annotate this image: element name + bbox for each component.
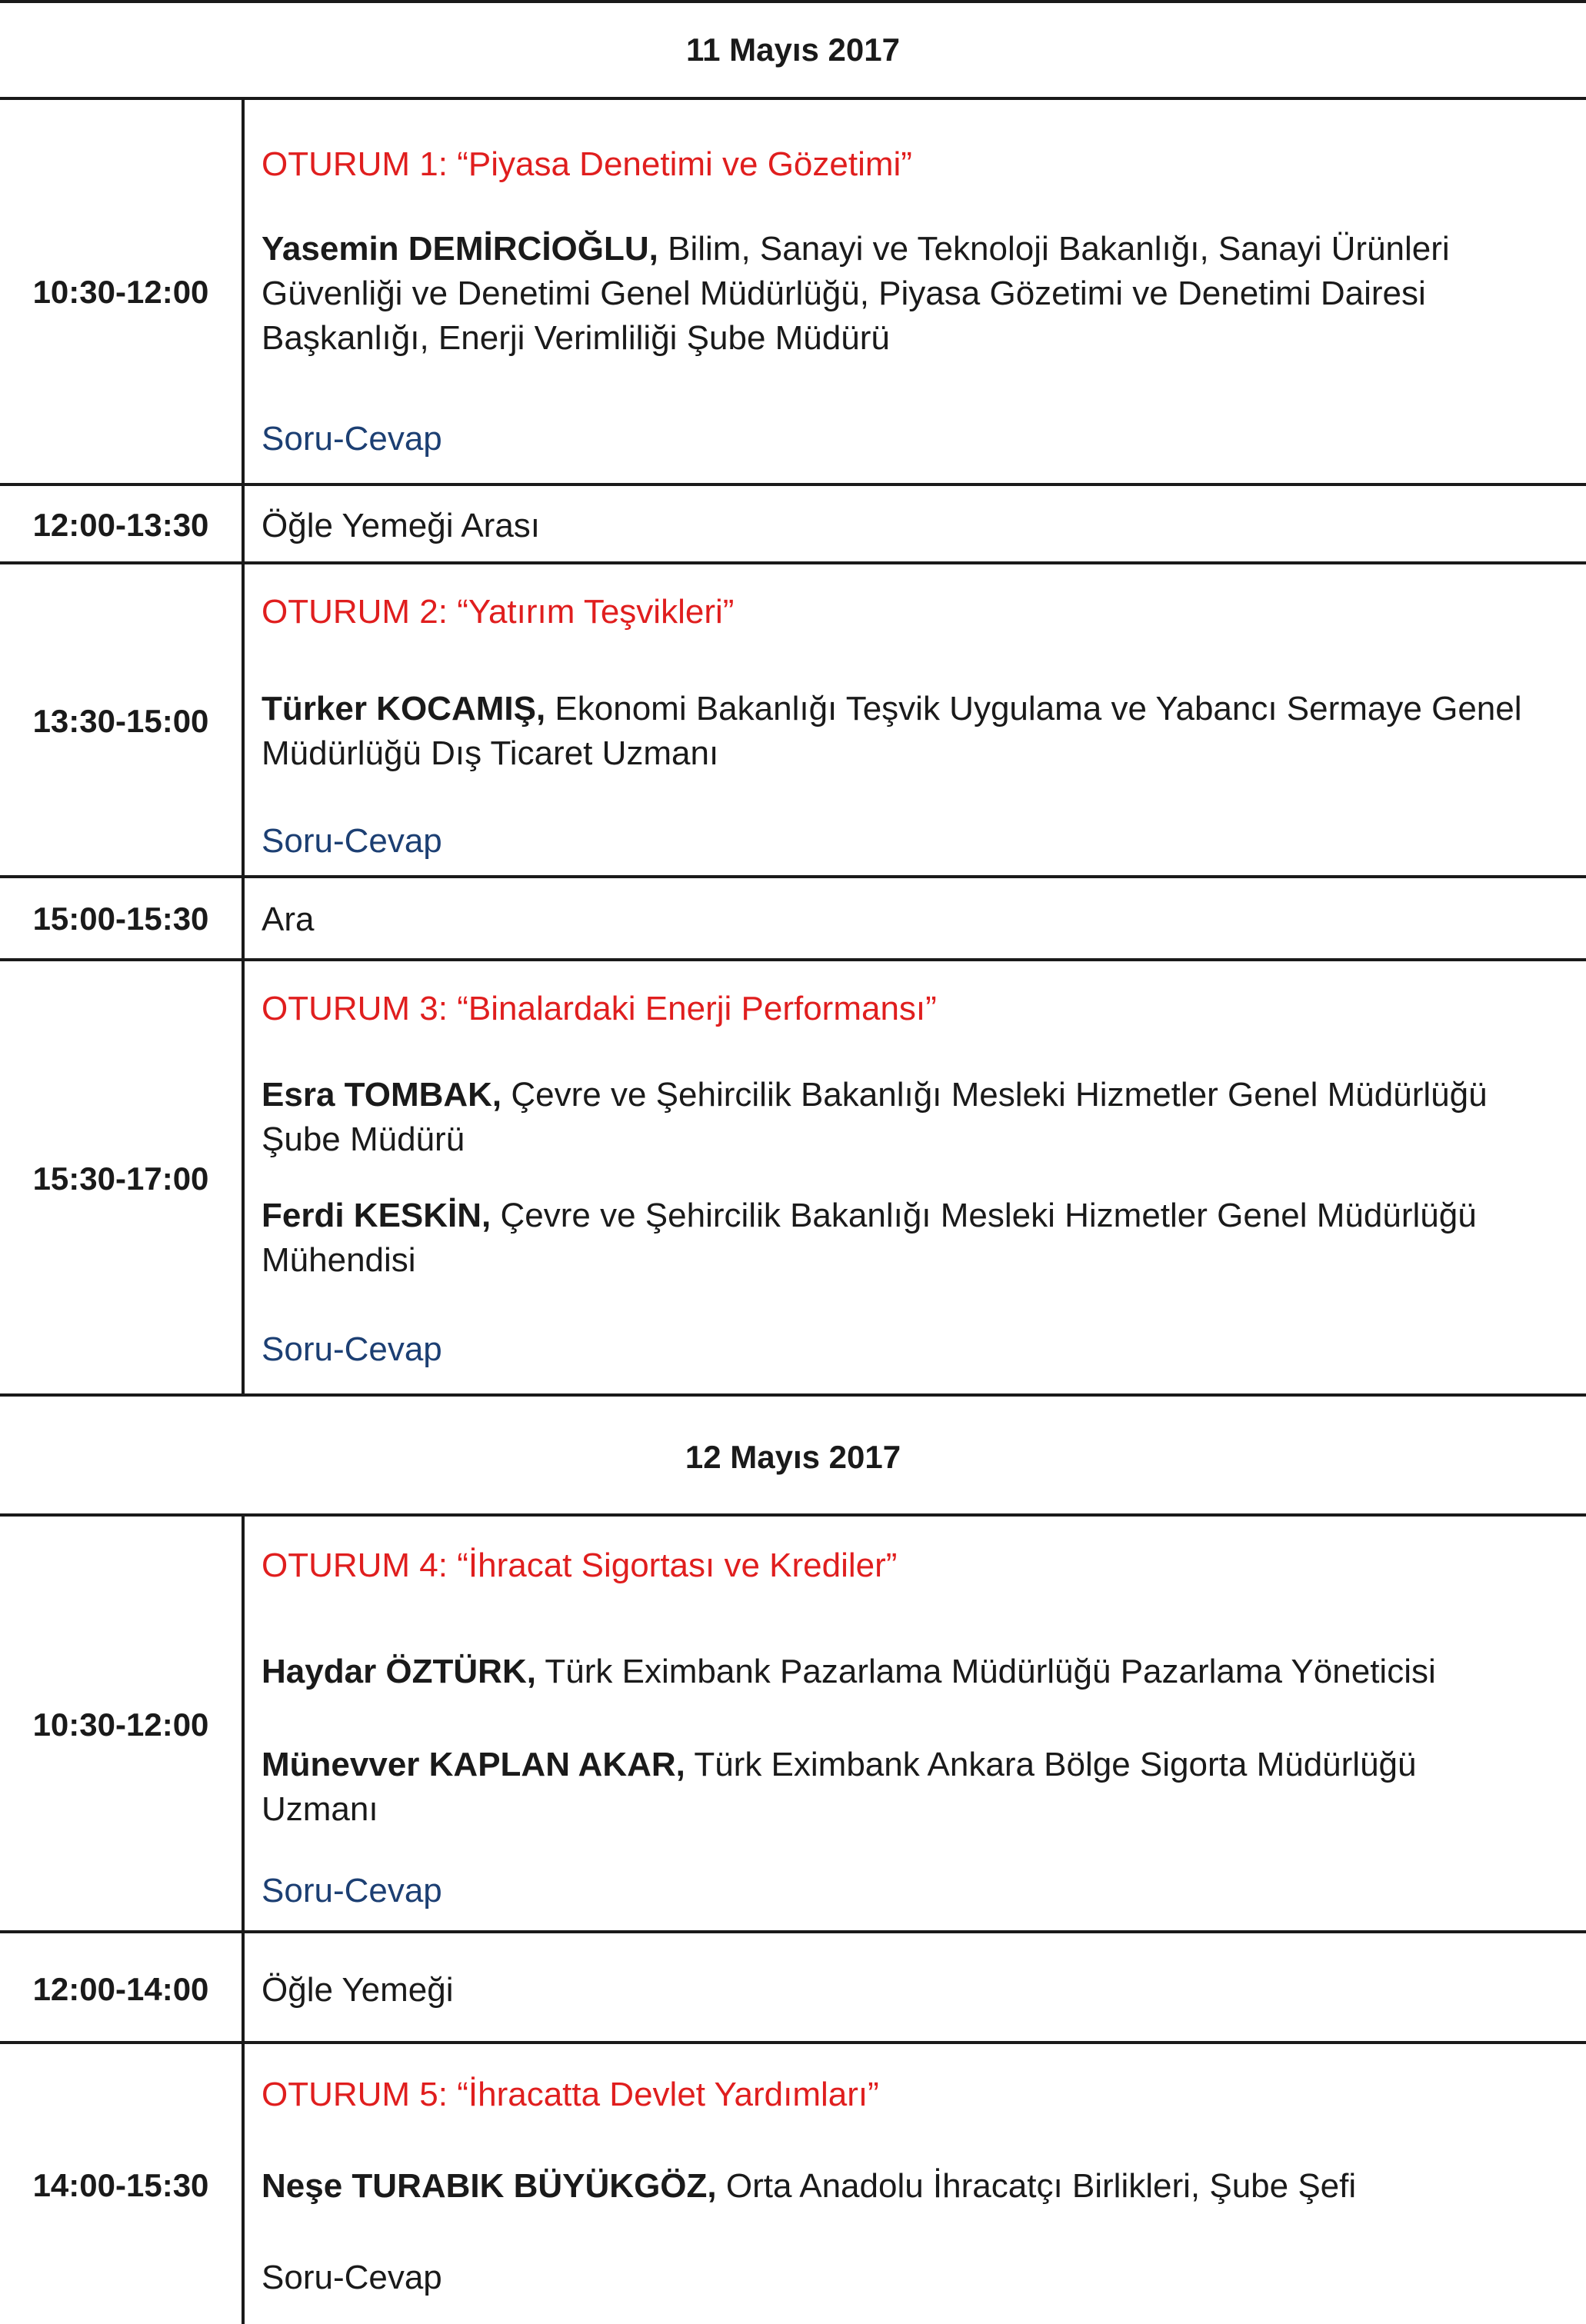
qa-label: Soru-Cevap [262,1872,442,1909]
rule [0,1393,1586,1397]
day-title: 12 Mayıs 2017 [685,1439,901,1475]
speaker-entry [262,2164,1554,2209]
speaker-entry [262,227,1554,361]
session-title: OTURUM 1: “Piyasa Denetimi ve Gözetimi” [262,145,912,183]
session-title: OTURUM 2: “Yatırım Teşvikleri” [262,593,735,631]
break-label: Öğle Yemeği [262,1971,454,2009]
column-divider [242,97,245,1397]
time-slot: 12:00-14:00 [32,1971,209,2007]
speaker-title: Türk Eximbank Pazarlama Müdürlüğü Pazarlama Yöneticisi [545,1653,1436,1690]
rule [0,561,1586,564]
rule [0,483,1586,486]
rule [0,958,1586,961]
day-title: 11 Mayıs 2017 [686,32,900,68]
rule [0,1930,1586,1933]
speaker-title: Şube Müdürü [262,1120,465,1158]
rule [0,97,1586,100]
qa-label: Soru-Cevap [262,822,442,860]
speaker-name: Ferdi KESKİN, [262,1197,491,1234]
qa-label: Soru-Cevap [262,420,442,458]
rule [0,0,1586,3]
session-title: OTURUM 5: “İhracatta Devlet Yardımları” [262,2076,879,2113]
speaker-entry [262,1650,1554,1694]
time-slot: 14:00-15:30 [32,2167,209,2203]
speaker-title: Türk Eximbank Ankara Bölge Sigorta Müdürlüğü [694,1746,1417,1783]
speaker-name: Esra TOMBAK, [262,1076,502,1114]
speaker-name: Haydar ÖZTÜRK, [262,1653,536,1690]
time-slot: 15:30-17:00 [32,1160,209,1197]
speaker-name: Neşe TURABIK BÜYÜKGÖZ, [262,2167,717,2205]
speaker-title: Çevre ve Şehircilik Bakanlığı Mesleki Hizmetler Genel Müdürlüğü [500,1197,1477,1234]
speaker-entry [262,1194,1554,1283]
speaker-title: Müdürlüğü Dış Ticaret Uzmanı [262,734,719,772]
speaker-title: Mühendisi [262,1241,416,1279]
speaker-name: Münevver KAPLAN AKAR, [262,1746,685,1783]
break-label: Ara [262,901,315,938]
time-slot: 10:30-12:00 [32,1706,209,1743]
speaker-title: Orta Anadolu İhracatçı Birlikleri, Şube Şefi [725,2167,1357,2205]
speaker-title: Ekonomi Bakanlığı Teşvik Uygulama ve Yabancı Sermaye Genel [555,690,1522,727]
speaker-entry [262,1073,1554,1162]
speaker-entry [262,687,1554,776]
rule [0,2041,1586,2044]
time-slot: 10:30-12:00 [32,274,209,310]
time-slot: 15:00-15:30 [32,901,209,937]
session-title: OTURUM 3: “Binalardaki Enerji Performansı” [262,990,937,1027]
speaker-name: Türker KOCAMIŞ, [262,690,546,727]
speaker-name: Yasemin DEMİRCİOĞLU, [262,230,658,268]
qa-label: Soru-Cevap [262,1330,442,1368]
rule [0,875,1586,878]
speaker-entry [262,1743,1554,1832]
speaker-title: Bilim, Sanayi ve Teknoloji Bakanlığı, Sanayi Ürünleri [668,230,1450,268]
rule [0,1513,1586,1517]
speaker-title: Uzmanı [262,1790,378,1828]
qa-label: Soru-Cevap [262,2259,442,2296]
speaker-title: Çevre ve Şehircilik Bakanlığı Mesleki Hizmetler Genel Müdürlüğü [511,1076,1488,1114]
speaker-title: Başkanlığı, Enerji Verimliliği Şube Müdürü [262,319,890,357]
session-title: OTURUM 4: “İhracat Sigortası ve Krediler” [262,1547,898,1584]
time-slot: 13:30-15:00 [32,703,209,739]
column-divider [242,1513,245,2324]
time-slot: 12:00-13:30 [32,507,209,543]
break-label: Öğle Yemeği Arası [262,507,541,544]
speaker-title: Güvenliği ve Denetimi Genel Müdürlüğü, Piyasa Gözetimi ve Denetimi Dairesi [262,275,1426,312]
